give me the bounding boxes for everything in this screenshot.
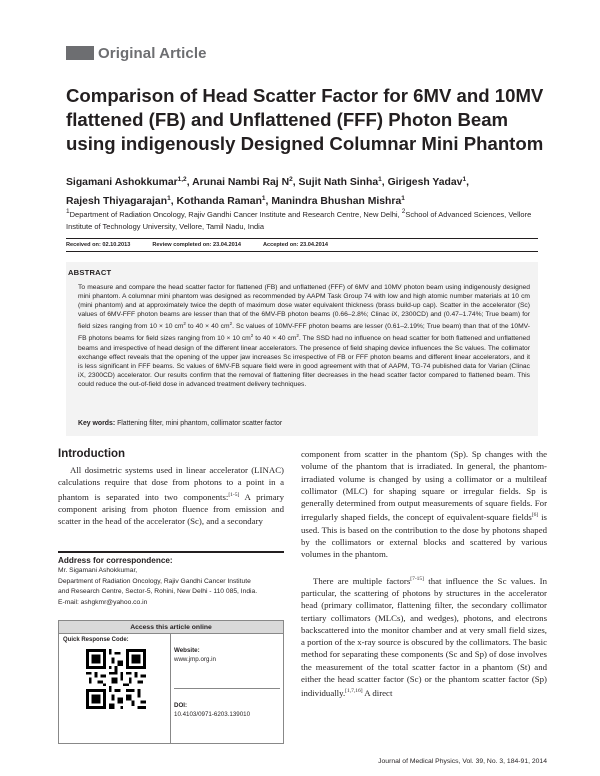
left-column: [58, 448, 284, 527]
author-name: Arunai Nambi Raj N: [192, 177, 290, 188]
doi-block: [174, 688, 280, 742]
section-tag-label: Original Article: [98, 44, 207, 62]
author-name: Kothanda Raman: [176, 195, 262, 207]
doi-link[interactable]: 10.4103/0971-6203.139010: [174, 711, 251, 718]
author-separator: ,: [381, 177, 388, 188]
tag-bar: [66, 46, 94, 60]
author-separator: ,: [186, 177, 193, 188]
access-heading: Access this article online: [59, 621, 283, 634]
author-name: Manindra Bhushan Mishra: [271, 195, 402, 207]
author-affil-sup: 1,2: [177, 176, 187, 183]
correspondence-line: Mr. Sigamani Ashokkumar,: [58, 567, 138, 574]
author-affil-sup: 1: [378, 176, 382, 183]
article-title: Comparison of Head Scatter Factor for 6MV and 10MV flattened (FB) and Unflattened (FFF) Photon Beam using indigenously Designed Columnar Mini Phantom: [66, 85, 544, 154]
author-affil-sup: 1: [462, 176, 467, 183]
intro-heading: Introduction: [58, 448, 126, 460]
website-block: [174, 634, 280, 688]
affil-2-sup: 2: [401, 208, 406, 215]
review-date: Review completed on: 23.04.2014: [152, 242, 241, 248]
access-online-box: [58, 620, 284, 744]
right-column: [301, 448, 547, 700]
correspondence-heading: Address for correspondence:: [58, 556, 173, 565]
citation[interactable]: [7-15]: [410, 575, 425, 582]
section-tag: [66, 44, 207, 62]
qr-code-icon[interactable]: [86, 649, 146, 709]
correspondence-block: [58, 551, 284, 608]
correspondence-email[interactable]: E-mail: ashgkmr@yahoo.co.in: [58, 598, 148, 606]
accepted-date: Accepted on: 23.04.2014: [262, 242, 328, 248]
author-affil-sup: 1: [261, 194, 266, 202]
keywords-label: Key words:: [78, 420, 118, 427]
qr-label: Quick Response Code:: [63, 637, 129, 643]
author-name: Sigamani Ashokkumar: [66, 177, 178, 188]
author-list: [66, 172, 536, 209]
affil-1-sup: 1: [66, 208, 70, 215]
citation[interactable]: [6]: [531, 512, 539, 519]
abstract-text: To measure and compare the head scatter factor for flattened (FB) and unflattened (FFF) of 6MV and 10MV photon beam using indigenously designed mini phantom. A columnar mini phantom was designed as recommended by AAPM Task Group 74 with low and high atomic number materials at 10 cm (mini phantom) and at approximately twice the depth of maximum dose water equivalent thickness (brass build-up cap). Scatter in the accelerator (Sc) values of 6MV-FFF photon beams are lesser than that of the 6MV-FB photon beams (0.66–2.8%; Clinac iX, 2300CD) and (0.47–1.74%; True beam) for field sizes ranging from 10 × 10 $cm^2$ to 40 × 40 $cm^2$. Sc values of 10MV-FFF photon beams are lesser (0.61–2.19%; True beam) than that of the 10MV-FB photons beams for field sizes ranging from 10 × 10 $cm^2$ to 40 × 40 $cm^2$. The SSD had no influence on head scatter for both flattened and unflattened beams and irrespective of head design of the different linear accelerators. The presence of field shaping device influences the Sc values. The collimator exchange effect reveals that the opening of the upper jaw increases Sc irrespective of FB or FFF photon beams and different linear accelerators, and it is less significant in FFF beams. Sc values of 6MV-FB square field were in good agreement with that of AAPM, TG-74 published data for Varian (Clinac iX, 2300CD) accelerator. Our results confirm that the removal of flattening filter decreases in the head scatter factor compared to flattened beam. This could reduce the out-of-field dose in advanced treatment delivery techniques.: [78, 284, 530, 388]
qr-cell: [59, 634, 171, 743]
correspondence-line: Department of Radiation Oncology, Rajiv Gandhi Cancer Institute: [58, 577, 251, 585]
keywords: [78, 420, 530, 427]
received-date: Received on: 02.10.2013: [66, 242, 131, 248]
author-affil-sup: 1: [167, 194, 171, 202]
author-name: Rajesh Thiyagarajan: [66, 195, 168, 207]
author-affil-sup: 2: [289, 176, 293, 183]
affil-1: Department of Radiation Oncology, Rajiv Gandhi Cancer Institute and Research Centre, New Delhi,: [69, 210, 402, 219]
author-separator: ,: [466, 177, 469, 188]
author-name: Girigesh Yadav: [387, 177, 463, 188]
date-bar: [66, 238, 538, 252]
affil-2: School of Advanced Sciences, Vellore Institute of Technology University, Vellore, Tamil Nadu, India: [66, 210, 532, 231]
right-column-text: component from scatter in the phantom (Sp). Sp changes with the volume of the phantom that is irradiated. In general, the phantom-irradiated volume is changed by using a collimator or a multileaf collimator (MLC) for shaping square or irregular fields. Sp is generally determined from output measurements of square fields. For irregularly shaped fields, the concept of equivalent-square fields[6] is used. This is based on the contribution to the dose by photons shaped by the collimators or external blocks and scattered by various volumes in the phantom. There are multiple factors[7-15] that influence the Sc values. In particular, the scattering of photons by structures in the accelerator head (primary collimator, flattening filter, the secondary collimator tertiary collimators (MLCs), and wedges), photons, and electrons backscattered into the monitor chamber and at very small field sizes, a portion of the x-ray source is obscured by the collimators. The basic method for separating these components (Sc and Sp) of dose involves the measurement of the total scatter factor in a phantom (St) and either the head scatter factor (Sc) or the phantom scatter factor (Sp) individually.[1,7,16] A direct: [301, 449, 547, 699]
website-link[interactable]: www.jmp.org.in: [174, 656, 216, 663]
author-separator: ,: [170, 195, 177, 207]
author-affil-sup: 1: [401, 194, 405, 202]
citation[interactable]: [1,7,16]: [345, 688, 363, 695]
abstract-heading: ABSTRACT: [68, 268, 112, 277]
keywords-text: Flattening filter, mini phantom, collimator scatter factor: [117, 420, 283, 427]
website-label: Website:: [174, 647, 200, 654]
doi-label: DOI:: [174, 702, 188, 709]
affiliations: [66, 206, 536, 232]
intro-text: All dosimetric systems used in linear accelerator (LINAC) calculations require that dose from photons to a point in a phantom is separated into two components:[1-5] A primary component arising from photon fluence from emission and scatter in the head of the accelerator (Sc), and a secondary: [58, 465, 284, 527]
correspondence-line: and Research Centre, Sector-5, Rohini, New Delhi - 110 085, India.: [58, 588, 258, 595]
citation[interactable]: [1-5]: [228, 491, 240, 498]
author-separator: ,: [292, 177, 299, 188]
author-name: Sujit Nath Sinha: [298, 177, 379, 188]
journal-footer: Journal of Medical Physics, Vol. 39, No. 3, 184-91, 2014: [378, 758, 547, 765]
info-cell: [171, 634, 283, 743]
author-separator: ,: [265, 195, 272, 207]
